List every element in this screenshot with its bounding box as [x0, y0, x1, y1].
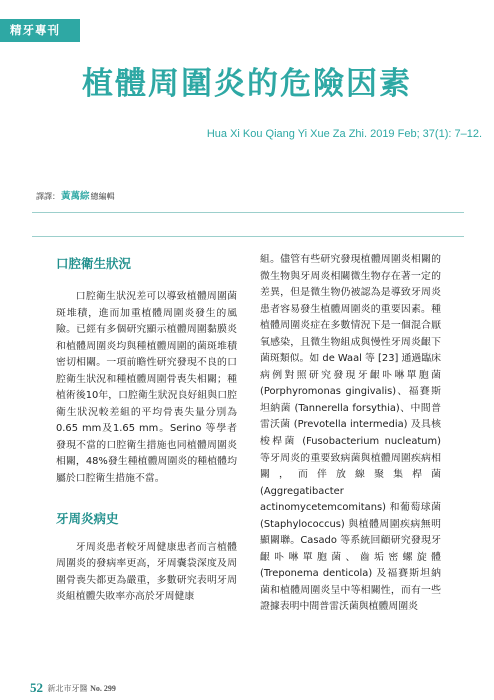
right-column [260, 252, 441, 616]
translator-role: 總編輯 [90, 192, 115, 201]
heading-oral-hygiene: 口腔衛生狀況 [56, 256, 132, 271]
paragraph-oral-hygiene: 口腔衛生狀況差可以導致植體周圍菌斑堆積，進而加重植體周圍炎發生的風險。已經有多個研究顯示植體周圍黏膜炎和植體周圍炎均與種植體周圍的菌斑堆積密切相關。一項前瞻性研究發現不良的口腔衛生狀況和種植體周圍骨喪失相關；種植術後10年，口腔衛生狀況良好組與口腔衛生狀況較差組的平均骨喪失量分別為0.65 mm及1.65 mm。Serino 等學者發現不當的口腔衛生措施也同植體周圍炎相關，48%發生種植體周圍炎的種植體均屬於口腔衛生措施不當。 [56, 291, 237, 485]
heading-periodontitis-history: 牙周炎病史 [56, 510, 119, 526]
translator-credit [36, 191, 115, 203]
section-label: 精牙專刊 [0, 19, 80, 42]
publication-name: 新北市牙醫 [47, 684, 91, 693]
issue-number: No. 299 [90, 684, 116, 693]
divider-top [32, 212, 464, 213]
page-footer [30, 681, 116, 696]
article-title: 植體周圍炎的危險因素 [82, 66, 412, 102]
paragraph-periodontitis-history: 牙周炎患者較牙周健康患者而言植體周圍炎的發病率更高，牙周囊袋深度及周圍骨喪失都更為嚴重，多數研究表明牙周炎組植體失敗率亦高於牙周健康 [56, 541, 237, 603]
left-column [56, 252, 237, 606]
paragraph-microbiology: 組。儘管有些研究發現植體周圍炎相關的微生物與牙周炎相關微生物存在著一定的差異，但是微生物仍被認為是導致牙周炎患者容易發生植體周圍炎的重要因素。種植體周圍炎症在多數情況下是一個混合厭氧感染，且微生物組成與慢性牙周炎齦下菌斑類似。如 de Waal 等 [23] 通過臨床病例對照研究發現牙齦卟啉單胞菌 (Porphyromonas gingivalis)、福賽斯坦納菌 (Tannerella forsythia)、中間普雷沃菌 (Prevotella intermedia) 及具核梭桿菌 (Fusobacterium nucleatum) 等牙周炎的重要致病菌與植體周圍疾病相關，而伴放線聚集桿菌 (Aggregatibacter actinomycetemcomitans) 和葡萄球菌 (Staphylococcus) 與植體周圍疾病無明顯關聯。Casado 等系統回顧研究發現牙齦卟啉單胞菌、齒垢密螺旋體 (Treponema denticola) 及福賽斯坦納菌和植體周圍炎呈中等相關性，而有一些證據表明中間普雷沃菌與植體周圍炎 [260, 254, 441, 613]
article-citation: Hua Xi Kou Qiang Yi Xue Za Zhi. 2019 Feb; 37(1): 7–12. [206, 128, 482, 140]
page-number: 52 [30, 680, 43, 695]
translator-name: 黃萬綜 [61, 191, 90, 202]
translator-prefix: 譯譯： [36, 192, 60, 201]
divider-separator [32, 236, 464, 237]
